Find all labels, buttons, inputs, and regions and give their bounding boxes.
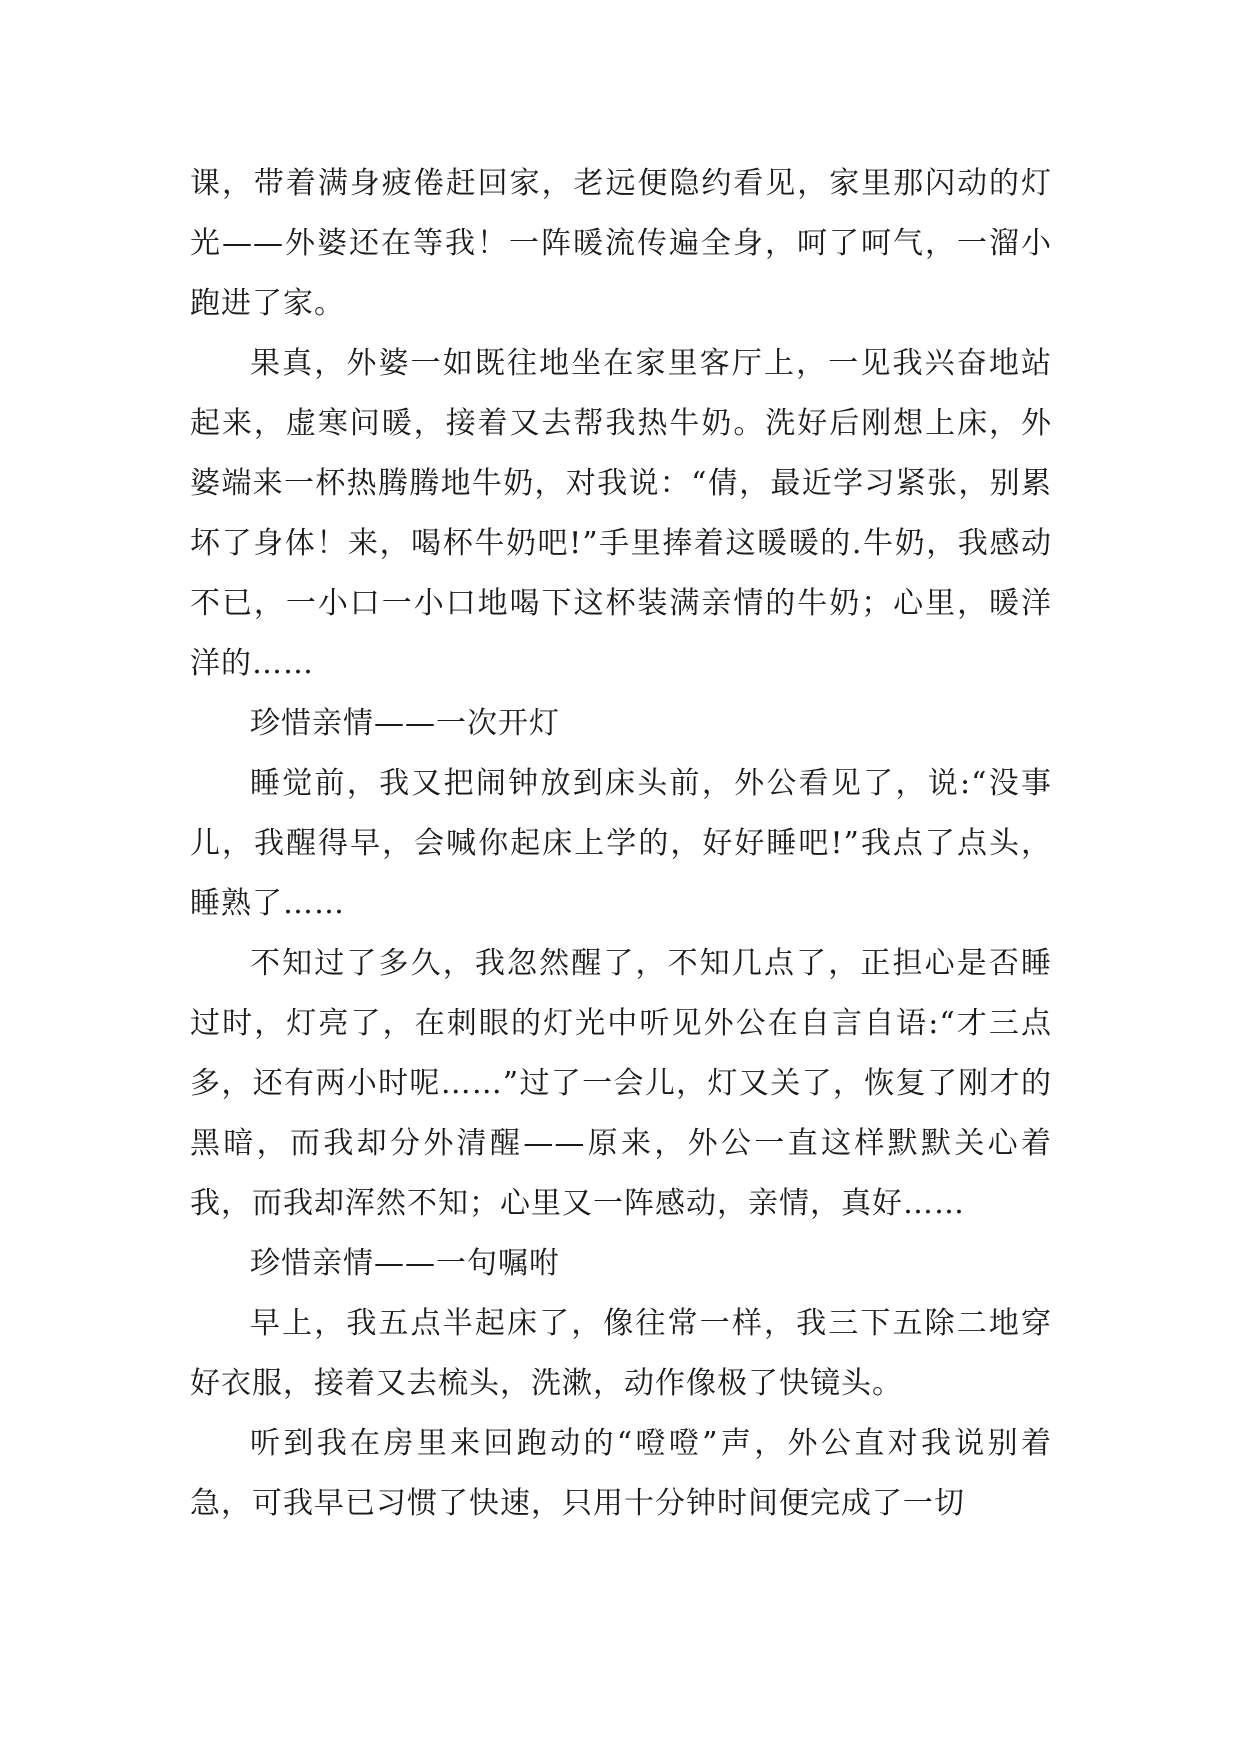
paragraph-4: 不知过了多久，我忽然醒了，不知几点了，正担心是否睡过时，灯亮了，在刺眼的灯光中听见外公在自言自语:“才三点多，还有两小时呢……”过了一会儿，灯又关了，恢复了刚才的黑暗，而我却分外清醒——原来，外公一直这样默默关心着我，而我却浑然不知；心里又一阵感动，亲情，真好……: [190, 946, 1052, 1221]
section-heading-2: 珍惜亲情——一句嘱咐: [250, 1246, 560, 1281]
section-heading-1: 珍惜亲情——一次开灯: [250, 706, 560, 741]
document-page: [190, 154, 1052, 1534]
paragraph-6: 听到我在房里来回跑动的“噔噔”声，外公直对我说别着急，可我早已习惯了快速，只用十分钟时间便完成了一切: [190, 1426, 1052, 1521]
paragraph-3: 睡觉前，我又把闹钟放到床头前，外公看见了，说:“没事儿，我醒得早，会喊你起床上学的，好好睡吧!”我点了点头，睡熟了……: [190, 766, 1052, 921]
paragraph-1: 课，带着满身疲倦赶回家，老远便隐约看见，家里那闪动的灯光——外婆还在等我！一阵暖流传遍全身，呵了呵气，一溜小跑进了家。: [190, 166, 1052, 321]
paragraph-2: 果真，外婆一如既往地坐在家里客厅上，一见我兴奋地站起来，虚寒问暖，接着又去帮我热牛奶。洗好后刚想上床，外婆端来一杯热腾腾地牛奶，对我说：“倩，最近学习紧张，别累坏了身体！来，喝杯牛奶吧!”手里捧着这暖暖的.牛奶，我感动不已，一小口一小口地喝下这杯装满亲情的牛奶；心里，暖洋洋的……: [190, 346, 1052, 681]
paragraph-5: 早上，我五点半起床了，像往常一样，我三下五除二地穿好衣服，接着又去梳头，洗漱，动作像极了快镜头。: [190, 1306, 1052, 1401]
